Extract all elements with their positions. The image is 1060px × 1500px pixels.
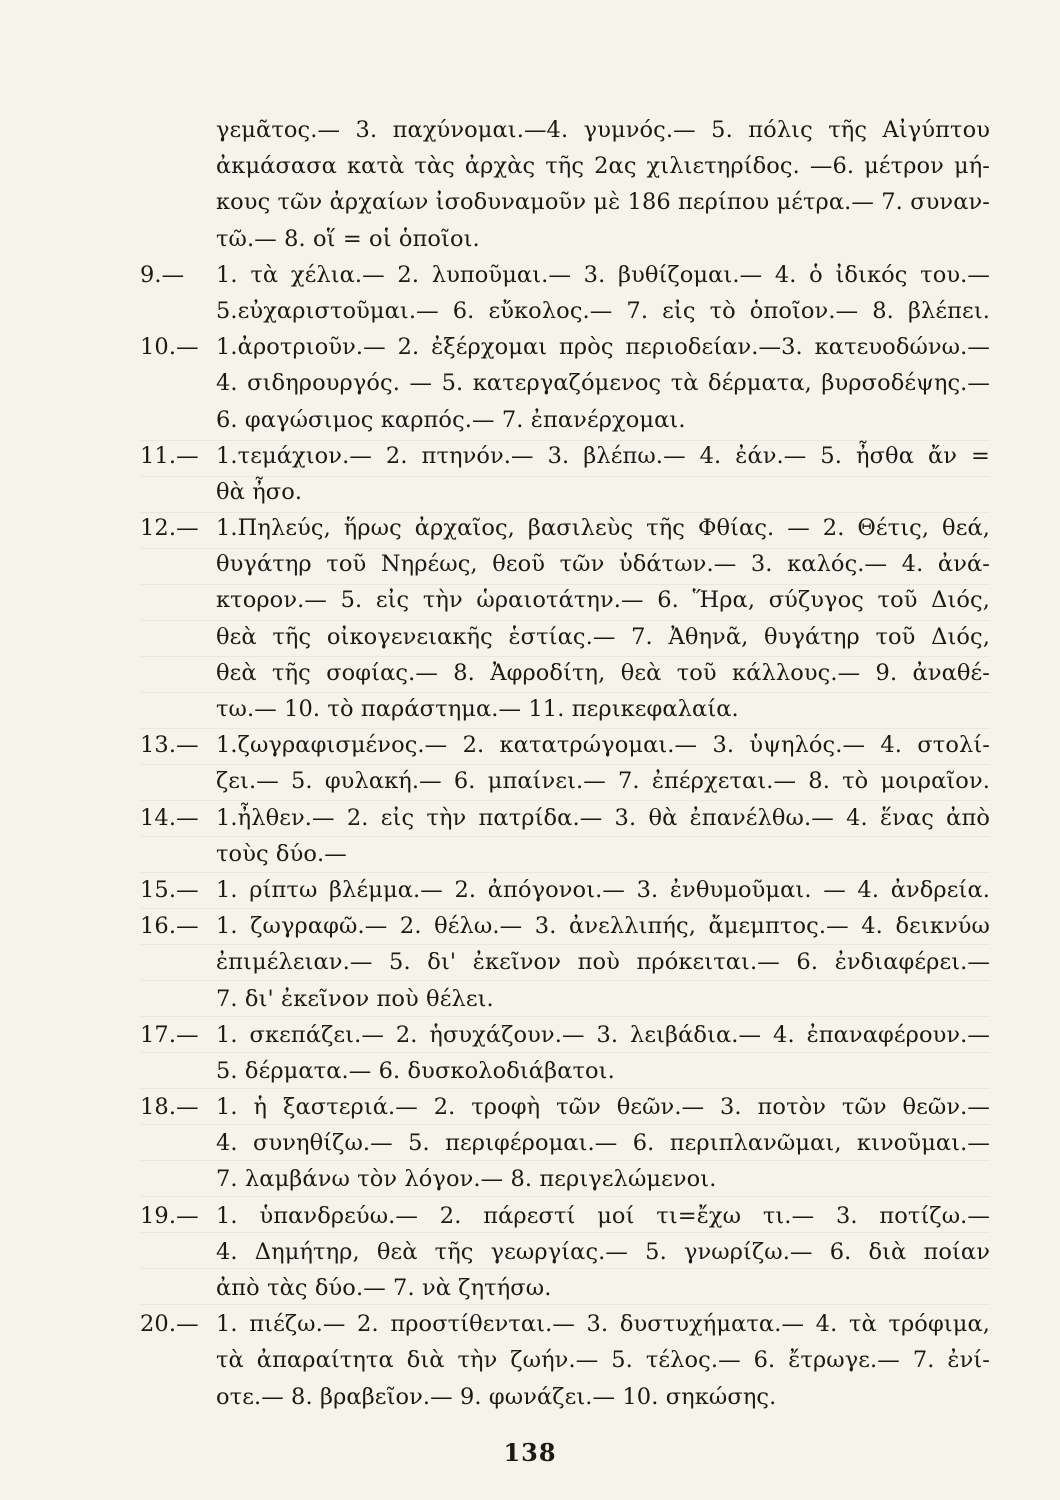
entry-continuation-line — [140, 221, 990, 257]
line-text: 1.Πηλεύς, ἥρως ἀρχαῖος, βασιλεὺς τῆς Φθίας. — 2. Θέτις, θεά, — [216, 515, 990, 542]
entry-heading-line — [140, 1198, 990, 1234]
entry-continuation-line — [140, 836, 990, 872]
line-text: θεὰ τῆς οἰκογενειακῆς ἑστίας.— 7. Ἀθηνᾶ, θυγάτηρ τοῦ Διός, — [216, 623, 990, 650]
line-text: ἀπὸ τὰς δύο.— 7. νὰ ζητήσω. — [216, 1275, 552, 1301]
line-text: 5. δέρματα.— 6. δυσκολοδιάβατοι. — [216, 1057, 615, 1084]
entry-number: 10.— — [140, 334, 199, 361]
entry-heading-line — [140, 510, 990, 546]
line-text: 5.εὐχαριστοῦμαι.— 6. εὔκολος.— 7. εἰς τὸ ὁποῖον.— 8. βλέπει. — [216, 297, 990, 324]
entry-continuation-line — [140, 402, 990, 438]
entry-continuation-line — [140, 1234, 990, 1270]
entry-continuation-line — [140, 148, 990, 184]
entry-number: 9.— — [140, 261, 185, 288]
entry-continuation-line — [140, 1125, 990, 1161]
entry-continuation-line — [140, 546, 990, 582]
entry-continuation-line — [140, 582, 990, 618]
entry-heading-line — [140, 872, 990, 908]
line-text: θεὰ τῆς σοφίας.— 8. Ἀφροδίτη, θεὰ τοῦ κάλλους.— 9. ἀναθέ- — [216, 659, 990, 686]
entry-continuation-line — [140, 184, 990, 220]
line-text: 1. ἡ ξαστεριά.— 2. τροφὴ τῶν θεῶν.— 3. ποτὸν τῶν θεῶν.— — [216, 1094, 990, 1121]
line-text: 1.ἀροτριοῦν.— 2. ἐξέρχομαι πρὸς περιοδείαν.—3. κατευοδώνω.— — [216, 334, 990, 361]
entry-continuation-line — [140, 763, 990, 799]
entry-number: 18.— — [140, 1094, 199, 1121]
entry-heading-line — [140, 727, 990, 763]
entry-heading-line — [140, 1306, 990, 1342]
entry-continuation-line — [140, 365, 990, 401]
entry-continuation-line — [140, 1161, 990, 1197]
entry-number: 15.— — [140, 876, 199, 903]
line-text: τοὺς δύο.— — [216, 840, 347, 867]
line-text: ἀκμάσασα κατὰ τὰς ἀρχὰς τῆς 2ας χιλιετηρίδος. —6. μέτρον μή- — [216, 153, 990, 180]
entry-heading-line — [140, 438, 990, 474]
entry-continuation-line — [140, 112, 990, 148]
page-number: 138 — [503, 1438, 557, 1467]
entry-continuation-line — [140, 619, 990, 655]
entry-number: 13.— — [140, 732, 199, 759]
entry-heading-line — [140, 1017, 990, 1053]
line-text: κους τῶν ἀρχαίων ἰσοδυναμοῦν μὲ 186 περίπου μέτρα.— 7. συναν- — [216, 189, 990, 216]
entry-continuation-line — [140, 1270, 990, 1306]
line-text: 1. σκεπάζει.— 2. ἡσυχάζουν.— 3. λειβάδια.— 4. ἐπαναφέρουν.— — [216, 1021, 990, 1048]
entry-continuation-line — [140, 1342, 990, 1378]
line-text: γεμᾶτος.— 3. παχύνομαι.—4. γυμνός.— 5. πόλις τῆς Αἰγύπτου — [216, 117, 990, 143]
line-text: ἐπιμέλειαν.— 5. δι' ἐκεῖνον ποὺ πρόκειται.— 6. ἐνδιαφέρει.— — [216, 949, 990, 976]
line-text: τὰ ἀπαραίτητα διὰ τὴν ζωήν.— 5. τέλος.— 6. ἔτρωγε.— 7. ἐνί- — [216, 1347, 990, 1374]
line-text: τῶ.— 8. οἵ = οἱ ὁποῖοι. — [216, 225, 480, 252]
line-text: 1.ἦλθεν.— 2. εἰς τὴν πατρίδα.— 3. θὰ ἐπανέλθω.— 4. ἕνας ἀπὸ — [216, 804, 990, 831]
line-text: 1. ζωγραφῶ.— 2. θέλω.— 3. ἀνελλιπής, ἄμεμπτος.— 4. δεικνύω — [216, 913, 990, 940]
line-text: 1.τεμάχιον.— 2. πτηνόν.— 3. βλέπω.— 4. ἐάν.— 5. ἦσθα ἄν = — [216, 442, 990, 469]
line-text: 1. ρίπτω βλέμμα.— 2. ἀπόγονοι.— 3. ἐνθυμοῦμαι. — 4. ἀνδρεία. — [216, 876, 990, 903]
entry-continuation-line — [140, 691, 990, 727]
line-text: 4. Δημήτηρ, θεὰ τῆς γεωργίας.— 5. γνωρίζω.— 6. διὰ ποίαν — [216, 1238, 990, 1265]
line-text: 7. λαμβάνω τὸν λόγον.— 8. περιγελώμενοι. — [216, 1166, 717, 1193]
entry-heading-line — [140, 329, 990, 365]
entry-number: 11.— — [140, 442, 199, 469]
line-text: 1. τὰ χέλια.— 2. λυποῦμαι.— 3. βυθίζομαι.— 4. ὁ ἰδικός του.— — [216, 261, 990, 288]
entry-continuation-line — [140, 981, 990, 1017]
entry-continuation-line — [140, 1379, 990, 1415]
entry-continuation-line — [140, 1053, 990, 1089]
entry-number: 20.— — [140, 1311, 199, 1338]
entry-number: 16.— — [140, 913, 199, 940]
line-text: 4. σιδηρουργός. — 5. κατεργαζόμενος τὰ δέρματα, βυρσοδέψης.— — [216, 370, 990, 397]
entry-heading-line — [140, 1089, 990, 1125]
line-text: 1.ζωγραφισμένος.— 2. κατατρώγομαι.— 3. ὑψηλός.— 4. στολί- — [216, 732, 990, 759]
entry-number: 14.— — [140, 804, 199, 831]
line-text: 1. πιέζω.— 2. προστίθενται.— 3. δυστυχήματα.— 4. τὰ τρόφιμα, — [216, 1311, 990, 1338]
entry-number: 12.— — [140, 515, 199, 542]
line-text: 1. ὑπανδρεύω.— 2. πάρεστί μοί τι=ἔχω τι.— 3. ποτίζω.— — [216, 1202, 990, 1229]
line-text: θυγάτηρ τοῦ Νηρέως, θεοῦ τῶν ὑδάτων.— 3. καλός.— 4. ἀνά- — [216, 551, 990, 578]
line-text: 6. φαγώσιμος καρπός.— 7. ἐπανέρχομαι. — [216, 406, 686, 433]
line-text: οτε.— 8. βραβεῖον.— 9. φωνάζει.— 10. σηκώσης. — [216, 1383, 777, 1410]
line-text: ζει.— 5. φυλακή.— 6. μπαίνει.— 7. ἐπέρχεται.— 8. τὸ μοιραῖον. — [216, 768, 990, 795]
answer-key-text — [140, 112, 990, 1415]
line-text: θὰ ἦσο. — [216, 478, 303, 505]
line-text: 4. συνηθίζω.— 5. περιφέρομαι.— 6. περιπλανῶμαι, κινοῦμαι.— — [216, 1130, 990, 1157]
entry-heading-line — [140, 257, 990, 293]
entry-number: 17.— — [140, 1021, 199, 1048]
entry-continuation-line — [140, 293, 990, 329]
entry-continuation-line — [140, 655, 990, 691]
line-text: τω.— 10. τὸ παράστημα.— 11. περικεφαλαία. — [216, 696, 739, 722]
line-text: κτορον.— 5. εἰς τὴν ὡραιοτάτην.— 6. Ἥρα, σύζυγος τοῦ Διός, — [216, 587, 990, 614]
entry-continuation-line — [140, 474, 990, 510]
entry-heading-line — [140, 800, 990, 836]
entry-number: 19.— — [140, 1202, 199, 1229]
line-text: 7. δι' ἐκεῖνον ποὺ θέλει. — [216, 985, 494, 1012]
entry-heading-line — [140, 908, 990, 944]
entry-continuation-line — [140, 944, 990, 980]
